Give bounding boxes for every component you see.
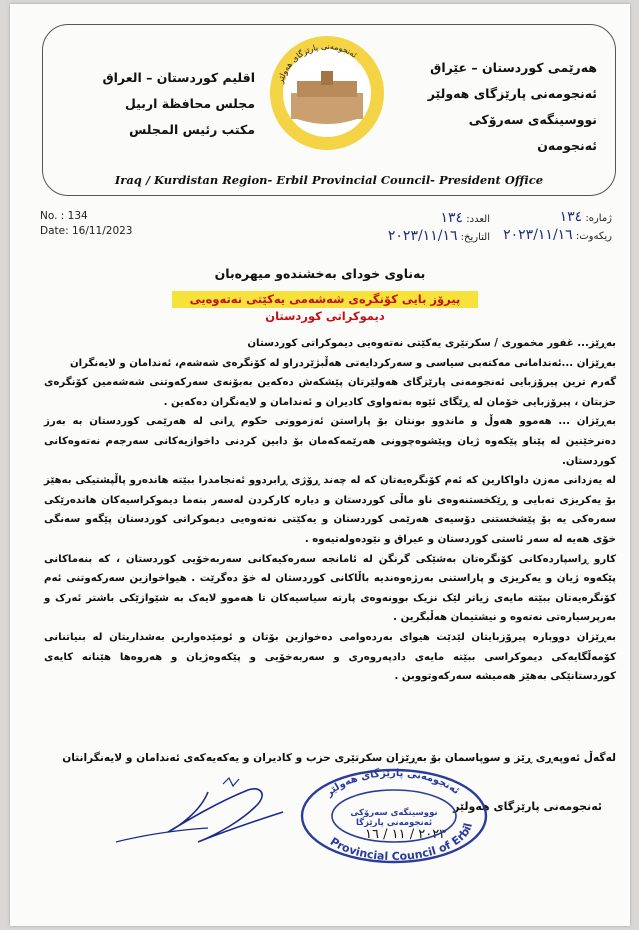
letter-page bbox=[10, 4, 630, 926]
meta-hand-number: ١٣٤ bbox=[559, 209, 583, 225]
header-arabic-line-3: مكتب رئيس المجلس bbox=[129, 122, 255, 137]
header-kurdish-line-1: هەرێمی کوردستان – عێراق bbox=[430, 60, 597, 75]
signature-date: ٢٠٢٣ / ١١ / ١٦ bbox=[365, 827, 447, 842]
meta-kurdish bbox=[503, 209, 612, 245]
logo-text: ئەنجومەنی پارێزگای هەولێر bbox=[275, 41, 359, 85]
meta-arabic bbox=[340, 210, 490, 246]
header-arabic-line-2: مجلس محافظة اربيل bbox=[124, 96, 255, 111]
body-paragraph-6: کارو ڕاسپاردەکانی کۆنگرەتان بەشێکی گرنگن لە ئامانجە سەرەکیەکانی سەربەخۆیی کوردستان ، کە بنەماکانی پێکەوە ژیان و یەکریزی و پاراستنی بەرژەوەندیە باڵاکانی کوردستان لە خۆ دەگرێت . هیواخوازین سەرکەوتنی ئەم کۆنگرەیەتان ببێتە مایەی زیاتر لێک نزیک بوونەوەی پارتە سیاسیەکان تا هەموو لایەک بە شێوازێکی باشتر ئەرک و بەرپرسیارەتی نەتەوە و نیشتیمان هەڵبگرین . bbox=[44, 553, 616, 624]
closing-line: لەگەڵ ئەوپەڕی ڕێز و سوپاسمان بۆ بەڕێزان سکرتێری حزب و کادیران و یەکەیەکەی ئەندامان و لایەنگرانتان bbox=[62, 752, 616, 764]
meta-date-label-ku: ریکەوت: bbox=[575, 231, 612, 242]
meta-hand-number-ar: ١٣٤ bbox=[440, 210, 464, 226]
body-paragraph-7: بەڕێزان دووبارە پیرۆزبایتان لێدێت هیوای بەردەوامی دەخوازین بۆتان و ئومێدەوارین بەشداریتان لە بنیاتنانی کۆمەڵگایەکی دیموکراسی ببێتە مایەی دادپەروەری و سەربەخۆیی و پێکەوەژیان و هەروەها هێنانە کایەی کوردستانێکی بەهێز هەمیشە سەرکەوتووبن . bbox=[44, 631, 616, 683]
header-kurdish bbox=[407, 55, 597, 159]
signatory-council: ئەنجومەنی پارێزگای هەولێر bbox=[453, 800, 602, 813]
meta-number-label-ar: العدد: bbox=[466, 214, 490, 225]
meta-latin bbox=[40, 209, 133, 239]
handwritten-signature bbox=[108, 772, 293, 860]
stamp-arc-text: ئەنجومەنی پارێزگای هەولێر bbox=[323, 767, 462, 799]
header-arabic-line-1: اقليم كوردستان – العراق bbox=[102, 70, 255, 85]
meta-number-label-ku: ژمارە: bbox=[585, 213, 612, 224]
meta-hand-date: ٢٠٢٣/١١/١٦ bbox=[503, 227, 573, 243]
meta-number: No. : 134 bbox=[40, 210, 88, 222]
letter-title: پیرۆز بایی کۆنگرەی شەشەمی یەکێتی نەتەوەیی دیموکراتی کوردستان bbox=[172, 291, 478, 308]
header-kurdish-line-2: ئەنجومەنی پارێزگای هەولێر bbox=[427, 86, 597, 101]
body-paragraph-2: بەڕێزان ...ئەندامانی مەکتەبی سیاسی و سەرکردایەتی هەڵبژێردراو لە کۆنگرەی شەشەم، ئەندامان و لایەنگران bbox=[69, 357, 616, 369]
greeting: بەناوی خودای بەخشندەو میهرەبان bbox=[214, 266, 426, 281]
body-paragraph-1: بەڕێز... غفور مخموری / سکرتێری یەکێتی نەتەوەیی دیموکراتی کوردستان bbox=[247, 338, 616, 349]
stamp-inner-text: نووسینگەی سەرۆکی ئەنجومەنی پارێزگا bbox=[350, 808, 438, 828]
letter-body bbox=[44, 334, 616, 687]
header-english: Iraq / Kurdistan Region- Erbil Provincial Council- President Office bbox=[114, 173, 544, 187]
letterhead-frame bbox=[42, 24, 616, 196]
svg-text:ئەنجومەنی پارێزگای هەولێر bbox=[323, 767, 461, 800]
meta-hand-date-ar: ٢٠٢٣/١١/١٦ bbox=[387, 228, 458, 244]
council-logo bbox=[263, 33, 391, 153]
header-arabic bbox=[65, 65, 255, 143]
body-paragraph-3: گەرم ترین پیرۆزبایی ئەنجومەنی پارێزگای هەولێرتان پێشکەش دەکەین بەبۆنەی سەرکەوتنی شەشەمین کۆنگرەی حزبتان ، پیرۆزبایی خۆمان لە ڕێگای ئێوە بەتەواوی کادیران و ئەندامان و لایەنگران دەکەین . bbox=[44, 377, 616, 408]
body-paragraph-5: لە یەزدانی مەزن داواکارین کە ئەم کۆنگرەیەتان کە لە چەند ڕۆژی ڕابردوو ئەنجامدرا ببێتە هاندەرو پاڵپشتیکی بەهێز بۆ یەکریزی تەبایی و ڕێکخستنەوەی ناو ماڵی کوردستان و دیارە کارکردن لەسەر بنەما دیموکراسیەکان هاندەرێکی سەرەکی یە بۆ پێشخستنی دۆسیەی هەرێمی کوردستان و یەکێتی نەتەوەیی دیموکراتی کوردستان پێگەو سەنگی خۆی هەیە لە سەر ئاستی کوردستان و عیراق و نێودەولەتیەوە . bbox=[44, 475, 616, 545]
body-paragraph-4: بەڕێزان ... هەموو هەوڵ و ماندوو بونتان بۆ پاراستن ئەزموونی حکوم ڕانی لە هەرێمی کوردستان بە بەرز دەنرخێنین لە پێناو پێکەوە ژیان وپێشوەچوونی هەرێمەکەمان بۆ دابین کردنی داخوازیەکانی سەرجەم نەتەوەکانی کوردستان. bbox=[44, 416, 616, 467]
header-kurdish-line-3: نووسینگەی سەرۆکی ئەنجومەن bbox=[468, 112, 597, 153]
meta-date-label-ar: التاريخ: bbox=[460, 232, 490, 243]
meta-date: Date: 16/11/2023 bbox=[40, 225, 133, 237]
stamp-english: Provincial Council of Erbil bbox=[327, 821, 475, 864]
